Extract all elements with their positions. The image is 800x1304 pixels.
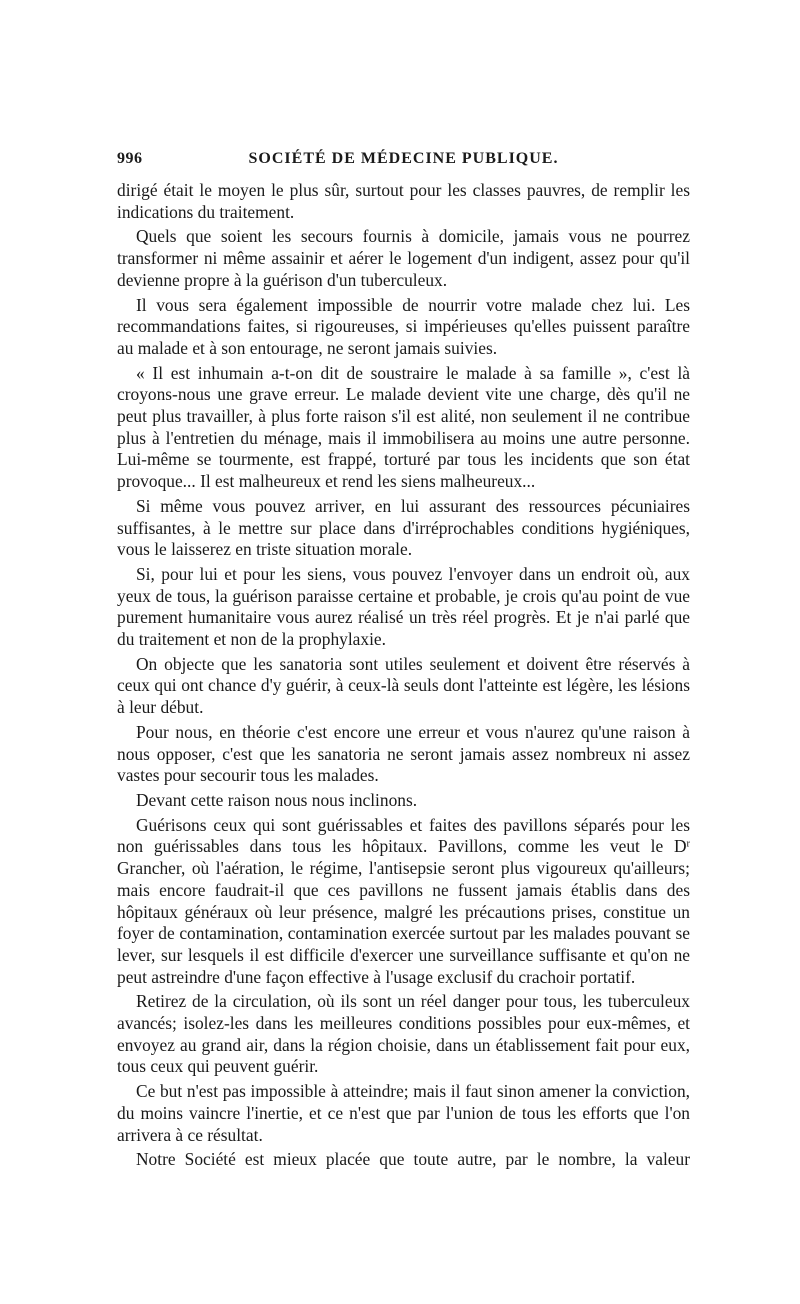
page-number: 996 <box>117 150 143 167</box>
paragraph: « Il est inhumain a-t-on dit de soustraire le malade à sa famille », c'est là croyons-nous une grave erreur. Le malade devient vite une charge, dès qu'il ne peut plus travailler, à plus forte raison s'il est alité, non seulement il ne contribue plus à l'entretien du ménage, mais il immobilisera au moins une autre personne. Lui-même se tourmente, est frappé, torturé par tous les incidents que son état provoque... Il est malheureux et rend les siens malheureux... <box>117 362 690 492</box>
paragraph-grancher <box>117 815 690 989</box>
paragraph: Si, pour lui et pour les siens, vous pouvez l'envoyer dans un endroit où, aux yeux de tous, la guérison paraisse certaine et probable, je crois qu'au point de vue purement humanitaire vous aurez réalisé un très réel progrès. Et je n'ai parlé que du traitement et non de la prophylaxie. <box>117 563 690 650</box>
body-text <box>117 180 690 1174</box>
paragraph-continued: Notre Société est mieux placée que toute autre, par le nombre, la valeur <box>136 1149 690 1170</box>
page-header <box>117 150 690 172</box>
paragraph: Il vous sera également impossible de nourrir votre malade chez lui. Les recommandations faites, si rigoureuses, si impérieuses qu'elles puissent paraître au malade et à son entourage, ne seront jamais suivies. <box>117 294 690 358</box>
paragraph: Quels que soient les secours fournis à domicile, jamais vous ne pourrez transformer ni même assainir et aérer le logement d'un indigent, assez pour qu'il devienne propre à la guérison d'un tuberculeux. <box>117 226 690 290</box>
superscript: r <box>686 838 690 850</box>
paragraph: Pour nous, en théorie c'est encore une erreur et vous n'aurez qu'une raison à nous opposer, c'est que les sanatoria ne seront jamais assez nombreux ni assez vastes pour secourir tous les malades. <box>117 721 690 786</box>
paragraph: Devant cette raison nous nous inclinons. <box>136 789 418 810</box>
running-title: SOCIÉTÉ DE MÉDECINE PUBLIQUE. <box>248 150 559 167</box>
paragraph: Retirez de la circulation, où ils sont un réel danger pour tous, les tuberculeux avancés; isolez-les dans les meilleures conditions possibles pour eux-mêmes, et envoyez au grand air, dans la région choisie, dans un établissement fait pour eux, tous ceux qui peuvent guérir. <box>117 991 690 1077</box>
paragraph: Si même vous pouvez arriver, en lui assurant des ressources pécuniaires suffisantes, à le mettre sur place dans d'irréprochables conditions hygiéniques, vous le laisserez en triste situation morale. <box>117 495 690 560</box>
text-run: Grancher, où l'aération, le régime, l'antisepsie seront plus vigoureux qu'ailleurs; mais encore faudrait-il que ces pavillons ne fussent jamais établis dans des hôpitaux généraux où leur présence, malgré les précautions prises, constitue un foyer de contamination, contamination exercée surtout par les malades pouvant se lever, sur lesquels il est difficile d'exercer une surveillance suffisante et qu'on ne peut astreindre d'une façon effective à l'usage exclusif du crachoir portatif. <box>117 858 690 987</box>
paragraph: dirigé était le moyen le plus sûr, surtout pour les classes pauvres, de remplir les indications du traitement. <box>117 180 690 222</box>
text-run: Guérisons ceux qui sont guérissables et faites des pavillons séparés pour les non guérissables dans tous les hôpitaux. Pavillons, comme les veut le D <box>117 814 690 857</box>
paragraph: Ce but n'est pas impossible à atteindre; mais il faut sinon amener la conviction, du moins vaincre l'inertie, et ce n'est que par l'union de tous les efforts que l'on arrivera à ce résultat. <box>117 1081 690 1145</box>
paragraph: On objecte que les sanatoria sont utiles seulement et doivent être réservés à ceux qui ont chance d'y guérir, à ceux-là seuls dont l'atteinte est légère, les lésions à leur début. <box>117 653 690 718</box>
